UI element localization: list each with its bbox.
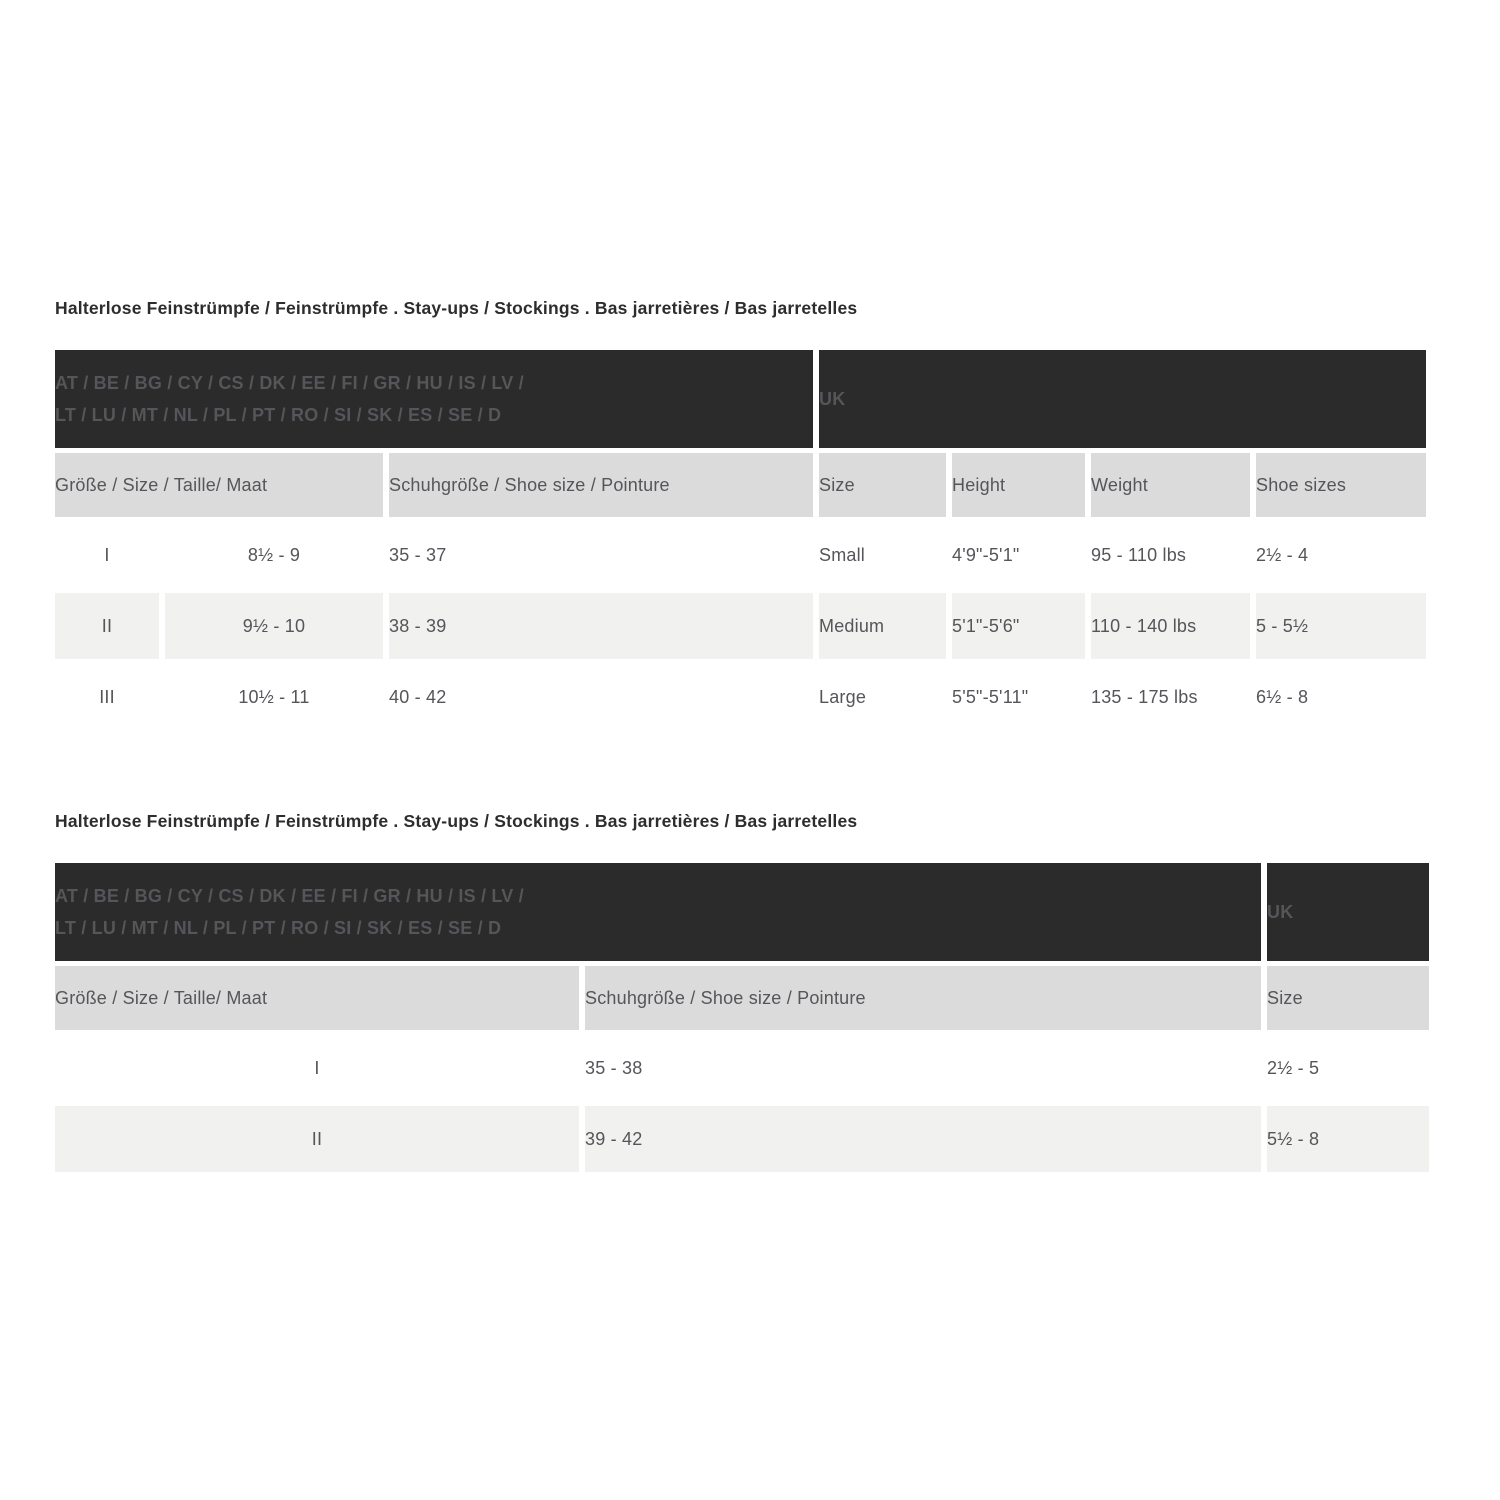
- cell-uk-shoe-size: 5 - 5½: [1256, 593, 1426, 659]
- table-row: [55, 1035, 1429, 1101]
- cell-height: 4'9"-5'1": [952, 544, 1020, 565]
- section1-title: Halterlose Feinstrümpfe / Feinstrümpfe . Stay-ups / Stockings . Bas jarretières / Bas jarretelles: [55, 298, 858, 318]
- column-header-row: [55, 453, 1426, 517]
- size-chart-table-stayups-compact: [49, 858, 1435, 1177]
- cell-shoe-size-eu: 40 - 42: [389, 686, 447, 707]
- eu-countries-line2: LT / LU / MT / NL / PL / PT / RO / SI / SK / ES / SE / D: [55, 918, 502, 938]
- col-header-shoe-sizes: Shoe sizes: [1256, 453, 1426, 517]
- cell-size-numeral: II: [55, 1106, 579, 1172]
- table-row: [55, 522, 1426, 588]
- column-header-row: [55, 966, 1429, 1030]
- col-header-size: Size: [1267, 966, 1429, 1030]
- uk-bar: UK: [819, 350, 1426, 448]
- col-header-shoe-multi: Schuhgröße / Shoe size / Pointure: [585, 966, 1261, 1030]
- cell-size-range: 8½ - 9: [247, 544, 301, 565]
- cell-weight: 135 - 175 lbs: [1091, 686, 1198, 707]
- cell-shoe-size-eu: 35 - 38: [585, 1057, 643, 1078]
- col-header-height: Height: [952, 453, 1085, 517]
- cell-size-numeral: III: [99, 686, 115, 707]
- cell-weight: 95 - 110 lbs: [1091, 544, 1187, 565]
- cell-uk-size: Large: [819, 686, 867, 707]
- cell-uk-shoe-size: 6½ - 8: [1256, 686, 1309, 707]
- table-row: [55, 664, 1426, 730]
- col-header-weight: Weight: [1091, 453, 1250, 517]
- cell-size-range: 9½ - 10: [165, 593, 383, 659]
- cell-shoe-size-eu: 38 - 39: [389, 593, 813, 659]
- cell-size-range: 10½ - 11: [238, 686, 310, 707]
- cell-size-numeral: I: [104, 544, 110, 565]
- col-header-size-multi: Größe / Size / Taille/ Maat: [55, 966, 579, 1030]
- col-header-size-multi: Größe / Size / Taille/ Maat: [55, 453, 383, 517]
- cell-size-numeral: II: [55, 593, 159, 659]
- eu-countries-bar: [55, 863, 1261, 961]
- uk-bar: UK: [1267, 863, 1429, 961]
- cell-uk-size: Small: [819, 544, 866, 565]
- section2-title: Halterlose Feinstrümpfe / Feinstrümpfe . Stay-ups / Stockings . Bas jarretières / Bas jarretelles: [55, 811, 858, 831]
- col-header-shoe-multi: Schuhgröße / Shoe size / Pointure: [389, 453, 813, 517]
- cell-shoe-size-eu: 39 - 42: [585, 1106, 1261, 1172]
- region-header-row: [55, 863, 1429, 961]
- cell-weight: 110 - 140 lbs: [1091, 593, 1250, 659]
- cell-shoe-size-eu: 35 - 37: [389, 544, 447, 565]
- cell-height: 5'5"-5'11": [952, 686, 1029, 707]
- eu-countries-line1: AT / BE / BG / CY / CS / DK / EE / FI / GR / HU / IS / LV /: [55, 886, 524, 906]
- size-chart-table-stayups-full: [49, 345, 1432, 735]
- table-row: [55, 593, 1426, 659]
- eu-countries-line2: LT / LU / MT / NL / PL / PT / RO / SI / SK / ES / SE / D: [55, 405, 502, 425]
- cell-uk-shoe-size: 2½ - 4: [1256, 544, 1309, 565]
- region-header-row: [55, 350, 1426, 448]
- cell-uk-size: Medium: [819, 593, 946, 659]
- col-header-size: Size: [819, 453, 946, 517]
- cell-uk-size: 2½ - 5: [1267, 1057, 1320, 1078]
- table-row: [55, 1106, 1429, 1172]
- cell-uk-size: 5½ - 8: [1267, 1106, 1429, 1172]
- eu-countries-line1: AT / BE / BG / CY / CS / DK / EE / FI / GR / HU / IS / LV /: [55, 373, 524, 393]
- eu-countries-bar: [55, 350, 813, 448]
- cell-size-numeral: I: [314, 1057, 320, 1078]
- cell-height: 5'1"-5'6": [952, 593, 1085, 659]
